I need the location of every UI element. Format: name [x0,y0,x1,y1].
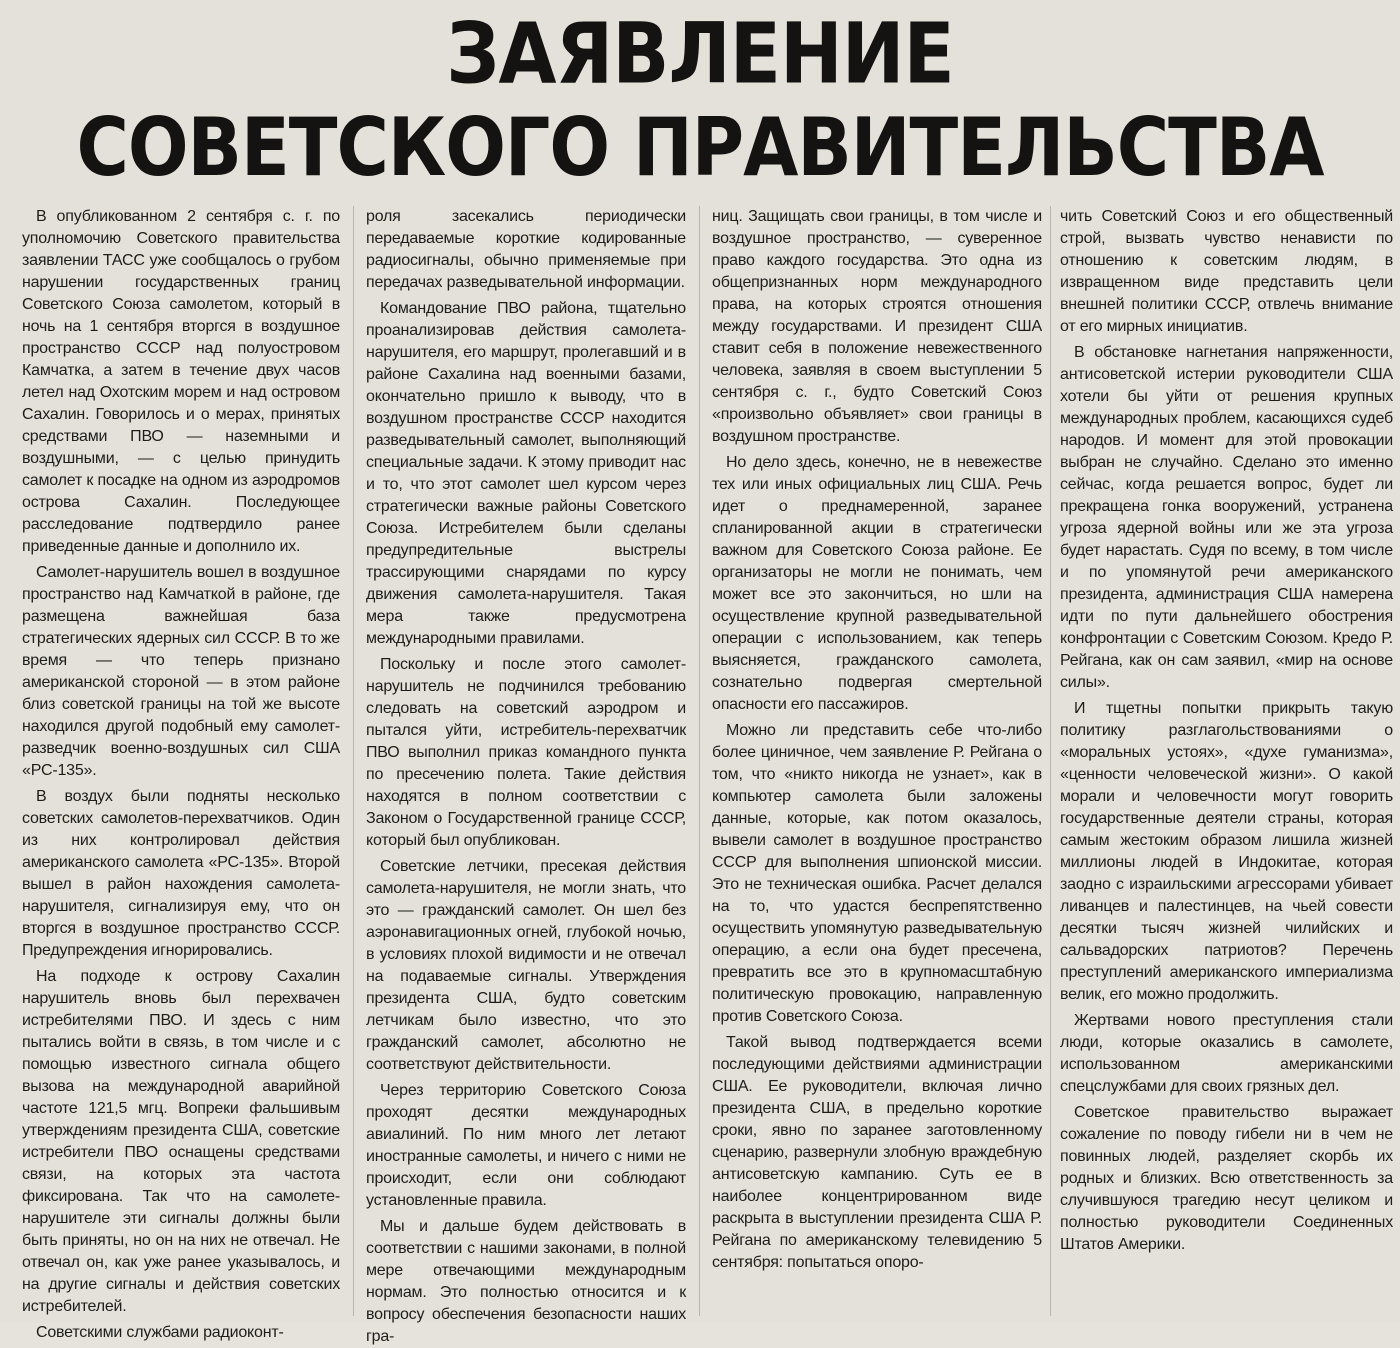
paragraph: Такой вывод подтверждается всеми последующими действиями администрации США. Ее руководители, включая лично президента США, в предельно короткие сроки, явно по заранее заготовленному сценарию, развернули злобную враждебную антисоветскую кампанию. Суть ее в наиболее концентрированном виде раскрыта в выступлении президента США Р. Рейгана по американскому телевидению 5 сентября: попытаться опоро- [712,1034,1042,1271]
paragraph: И тщетны попытки прикрыть такую политику разглагольствованиями о «моральных устоях», «духе гуманизма», «ценности человеческой жизни». О какой морали и человечности могут говорить государственные деятели страны, которая самым жестоким образом лишила жизней миллионы людей в Индокитае, которая заодно с израильскими агрессорами убивает ливанцев и палестинцев, на чьей совести десятки тысяч жизней чилийских и сальвадорских патриотов? Перечень преступлений американского империализма велик, его можно продолжить. [1060,700,1393,1003]
headline [0,0,1400,205]
paragraph: Советскими службами радиоконт- [36,1324,284,1341]
article-column-4 [1060,206,1393,1323]
paragraph: Можно ли представить себе что-либо более циничное, чем заявление Р. Рейгана о том, что «никто никогда не узнает», как в компьютер самолета были заложены данные, которые, как потом оказалось, вывели самолет в воздушное пространство СССР для выполнения шпионской миссии. Это не техническая ошибка. Расчет делался на то, что удастся беспрепятственно осуществить упомянутую разведывательную операцию, а если она будет пресечена, превратить все это в крупномасштабную политическую провокацию, направленную против Советского Союза. [712,722,1042,1025]
paragraph: Но дело здесь, конечно, не в невежестве тех или иных официальных лиц США. Речь идет о преднамеренной, заранее спланированной акции в стратегически важном для Советского Союза районе. Ее организаторы не могли не понимать, чем может все это закончиться, но шли на осуществление крупной разведывательной операции с использованием, как теперь выясняется, гражданского самолета, сознательно подвергая смертельной опасности его пассажиров. [712,454,1042,713]
paragraph: На подходе к острову Сахалин нарушитель вновь был перехвачен истребителями ПВО. И здесь с ним пытались войти в связь, в том числе и с помощью известного сигнала общего вызова на международной аварийной частоте 121,5 мгц. Вопреки фальшивым утверждениям президента США, советские истребители ПВО оснащены средствами связи, на которых эта частота фиксирована. Так что на самолете-нарушителе эти сигналы должны были быть приняты, но он на них не отвечал. Не отвечал он, как уже ранее указывалось, и на другие сигналы и действия советских истребителей. [22,968,340,1315]
article-column-2 [366,206,686,1345]
paragraph: В обстановке нагнетания напряженности, антисоветской истерии руководители США хотели бы уйти от решения крупных международных проблем, касающихся судеб народов. И момент для этой провокации выбран не случайно. Сделано это именно сейчас, когда решается вопрос, будет ли прекращена гонка вооружений, устранена угроза ядерной войны или же эта угроза будет нарастать. Судя по всему, в том числе и по упомянутой речи американского президента, администрация США намерена идти по пути дальнейшего обострения конфронтации с Советским Союзом. Кредо Р. Рейгана, как он сам заявил, «мир на основе силы». [1060,344,1393,691]
paragraph-continued: чить Советский Союз и его общественный строй, вызвать чувство ненависти по отношению к советским людям, в извращенном виде представить цели внешней политики СССР, отвлечь внимание от его мирных инициатив. [1060,208,1393,335]
article-body [0,206,1400,1345]
paragraph: Командование ПВО района, тщательно проанализировав действия самолета-нарушителя, его маршрут, пролегавший и в районе Сахалина над военными базами, окончательно пришло к выводу, что в воздушном пространстве СССР находится разведывательный самолет, выполняющий специальные задачи. К этому приводит нас и то, что этот самолет шел курсом через стратегически важные районы Советского Союза. Истребителем были сделаны предупредительные выстрелы трассирующими снарядами по курсу движения самолета-нарушителя. Такая мера также предусмотрена международными правилами. [366,300,686,647]
article-column-1 [22,206,340,1341]
paragraph: Через территорию Советского Союза проходят десятки международных авиалиний. По ним много лет летают иностранные самолеты, и ничего с ними не происходит, если они соблюдают установленные правила. [366,1082,686,1209]
paragraph: Самолет-нарушитель вошел в воздушное пространство над Камчаткой в районе, где размещена важнейшая база стратегических ядерных сил СССР. В то же время — что теперь признано американской стороной — в этом районе близ советской границы на той же высоте находился другой подобный ему самолет-разведчик военно-воздушных сил США «РС-135». [22,564,340,779]
paragraph: Советское правительство выражает сожаление по поводу гибели ни в чем не повинных людей, разделяет скорбь их родных и близких. Всю ответственность за случившуюся трагедию несут целиком и полностью руководители Соединенных Штатов Америки. [1060,1104,1393,1253]
paragraph: В воздух были подняты несколько советских самолетов-перехватчиков. Один из них контролировал действия американского самолета «РС-135». Второй вышел в район нахождения самолета-нарушителя, сигнализируя ему, что он вторгся в воздушное пространство СССР. Предупреждения игнорировались. [22,788,340,959]
paragraph: Советские летчики, пресекая действия самолета-нарушителя, не могли знать, что это — гражданский самолет. Он шел без аэронавигационных огней, глубокой ночью, в условиях плохой видимости и не отвечал на подаваемые сигналы. Утверждения президента США, будто советским летчикам было известно, что это гражданский самолет, абсолютно не соответствуют действительности. [366,858,686,1073]
paragraph: В опубликованном 2 сентября с. г. по уполномочию Советского правительства заявлении ТАСС уже сообщалось о грубом нарушении государственных границ Советского Союза самолетом, который в ночь на 1 сентября вторгся в воздушное пространство СССР над полуостровом Камчатка, а затем в течение двух часов летел над Охотским морем и над островом Сахалин. Говорилось и о мерах, принятых средствами ПВО — наземными и воздушными, — с целью принудить самолет к посадке на одном из аэродромов острова Сахалин. Последующее расследование подтвердило ранее приведенные данные и дополнило их. [22,208,340,555]
article-column-3 [712,206,1042,1323]
headline-line-2: СОВЕТСКОГО ПРАВИТЕЛЬСТВА [76,101,1324,195]
paragraph: Поскольку и после этого самолет-нарушитель не подчинился требованию следовать на советский аэродром и пытался уйти, истребитель-перехватчик ПВО выполнил приказ командного пункта по пресечению полета. Такие действия находятся в полном соответствии с Законом о Государственной границе СССР, который был опубликован. [366,656,686,849]
paragraph-continued: ниц. Защищать свои границы, в том числе и воздушное пространство, — суверенное право каждого государства. Это одна из общепризнанных норм международного права, на которых строятся отношения между государствами. И президент США ставит себя в положение невежественного человека, заявляя в своем выступлении 5 сентября с. г., будто Советский Союз «произвольно объявляет» свои границы в воздушном пространстве. [712,208,1042,445]
paragraph: Жертвами нового преступления стали люди, которые оказались в самолете, использованном американскими спецслужбами для своих грязных дел. [1060,1012,1393,1095]
headline-line-1: ЗАЯВЛЕНИЕ [446,4,954,103]
paragraph: Мы и дальше будем действовать в соответствии с нашими законами, в полной мере отвечающими международным нормам. Это полностью относится и к вопросу обеспечения безопасности наших гра- [366,1218,686,1345]
paragraph-continued: роля засекались периодически передаваемые короткие кодированные радиосигналы, обычно применяемые при передачах разведывательной информации. [366,208,686,291]
